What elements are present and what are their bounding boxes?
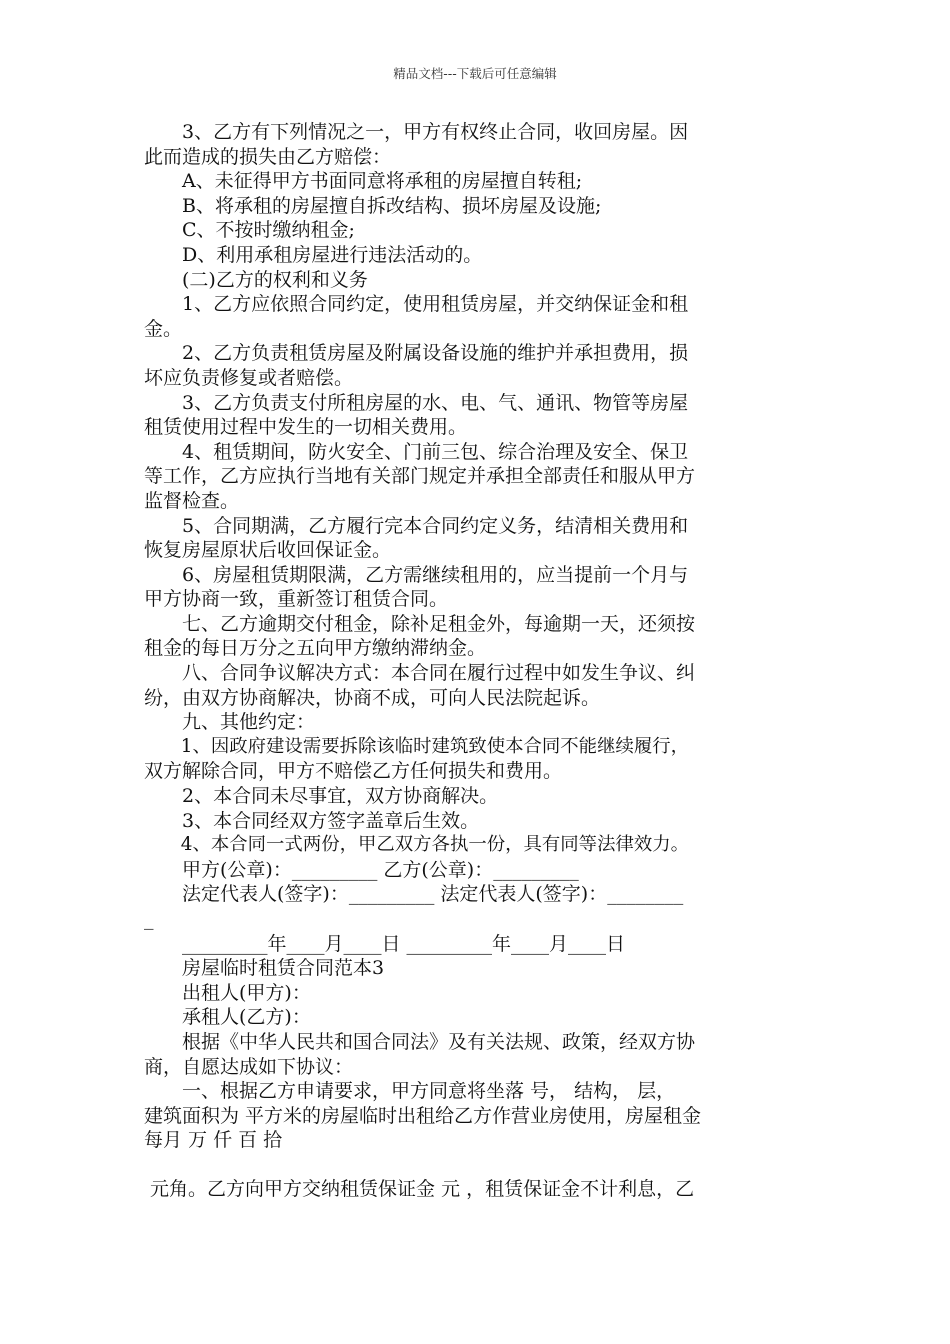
text-line: 3、乙方有下列情况之一，甲方有权终止合同，收回房屋。因	[144, 121, 689, 143]
signature-line: 法定代表人(签字)：_________ 法定代表人(签字)：________	[144, 883, 684, 906]
document-body	[144, 120, 808, 1202]
text-line: 等工作，乙方应执行当地有关部门规定并承担全部责任和服从甲方	[144, 465, 696, 488]
text-line: 1、乙方应依照合同约定，使用租赁房屋，并交纳保证金和租	[144, 293, 689, 316]
text-line: 2、乙方负责租赁房屋及附属设备设施的维护并承担费用，损	[144, 342, 689, 365]
text-line: 4、租赁期间，防火安全、门前三包、综合治理及安全、保卫	[144, 440, 689, 463]
text-line: 根据《中华人民共和国合同法》及有关法规、政策，经双方协	[144, 1030, 696, 1053]
blank-line	[144, 1153, 808, 1177]
text-line: 2、本合同未尽事宜，双方协商解决。	[144, 785, 499, 808]
section-title: 房屋临时租赁合同范本3	[144, 957, 385, 980]
text-line: B、将承租的房屋擅自拆改结构、损坏房屋及设施;	[144, 194, 602, 217]
text-line: C、不按时缴纳租金;	[144, 219, 355, 242]
text-line: 租赁使用过程中发生的一切相关费用。	[144, 416, 468, 439]
signature-line: _	[144, 908, 154, 930]
text-line: 八、合同争议解决方式：本合同在履行过程中如发生争议、纠	[144, 662, 696, 685]
text-line: 出租人(甲方)：	[144, 981, 311, 1004]
text-line: D、利用承租房屋进行违法活动的。	[144, 243, 483, 266]
date-line: _________年____月____日 _________年____月____日	[144, 932, 626, 955]
text-line: 一、根据乙方申请要求，甲方同意将坐落 号， 结构， 层，	[144, 1080, 676, 1103]
text-line: 承租人(乙方)：	[144, 1006, 311, 1029]
signature-line: 甲方(公章)：_________ 乙方(公章)：_________	[144, 858, 579, 881]
text-line: 恢复房屋原状后收回保证金。	[144, 539, 392, 562]
text-line: 九、其他约定：	[144, 711, 316, 734]
text-line: 坏应负责修复或者赔偿。	[144, 366, 354, 389]
text-line: 建筑面积为 平方米的房屋临时出租给乙方作营业房使用，房屋租金	[144, 1104, 702, 1127]
text-line: 4、本合同一式两份，甲乙双方各执一份，具有同等法律效力。	[144, 834, 690, 856]
text-line: 1、因政府建设需要拆除该临时建筑致使本合同不能继续履行，	[144, 735, 690, 757]
text-line: 租金的每日万分之五向甲方缴纳滞纳金。	[144, 637, 487, 660]
text-line: A、未征得甲方书面同意将承租的房屋擅自转租;	[144, 170, 583, 193]
text-line: 金。	[144, 317, 183, 340]
text-line: 纷，由双方协商解决，协商不成，可向人民法院起诉。	[144, 686, 601, 709]
text-line: 元角。乙方向甲方交纳租赁保证金 元 ，租赁保证金不计利息，乙	[144, 1177, 695, 1200]
text-line: 双方解除合同，甲方不赔偿乙方任何损失和费用。	[144, 760, 563, 783]
section-heading: (二)乙方的权利和义务	[144, 268, 368, 291]
text-line: 商，自愿达成如下协议：	[144, 1055, 354, 1078]
page-header: 精品文档---下载后可任意编辑	[393, 66, 557, 81]
text-line: 甲方协商一致，重新签订租赁合同。	[144, 588, 449, 611]
text-line: 七、乙方逾期交付租金，除补足租金外，每逾期一天，还须按	[144, 612, 696, 635]
text-line: 5、合同期满，乙方履行完本合同约定义务，结清相关费用和	[144, 514, 689, 537]
text-line: 6、房屋租赁期限满，乙方需继续租用的，应当提前一个月与	[144, 563, 689, 586]
text-line: 每月 万 仟 百 拾	[144, 1129, 283, 1152]
text-line: 3、本合同经双方签字盖章后生效。	[144, 809, 480, 832]
text-line: 此而造成的损失由乙方赔偿：	[144, 145, 392, 168]
text-line: 3、乙方负责支付所租房屋的水、电、气、通讯、物管等房屋	[144, 391, 689, 414]
text-line: 监督检查。	[144, 489, 240, 512]
